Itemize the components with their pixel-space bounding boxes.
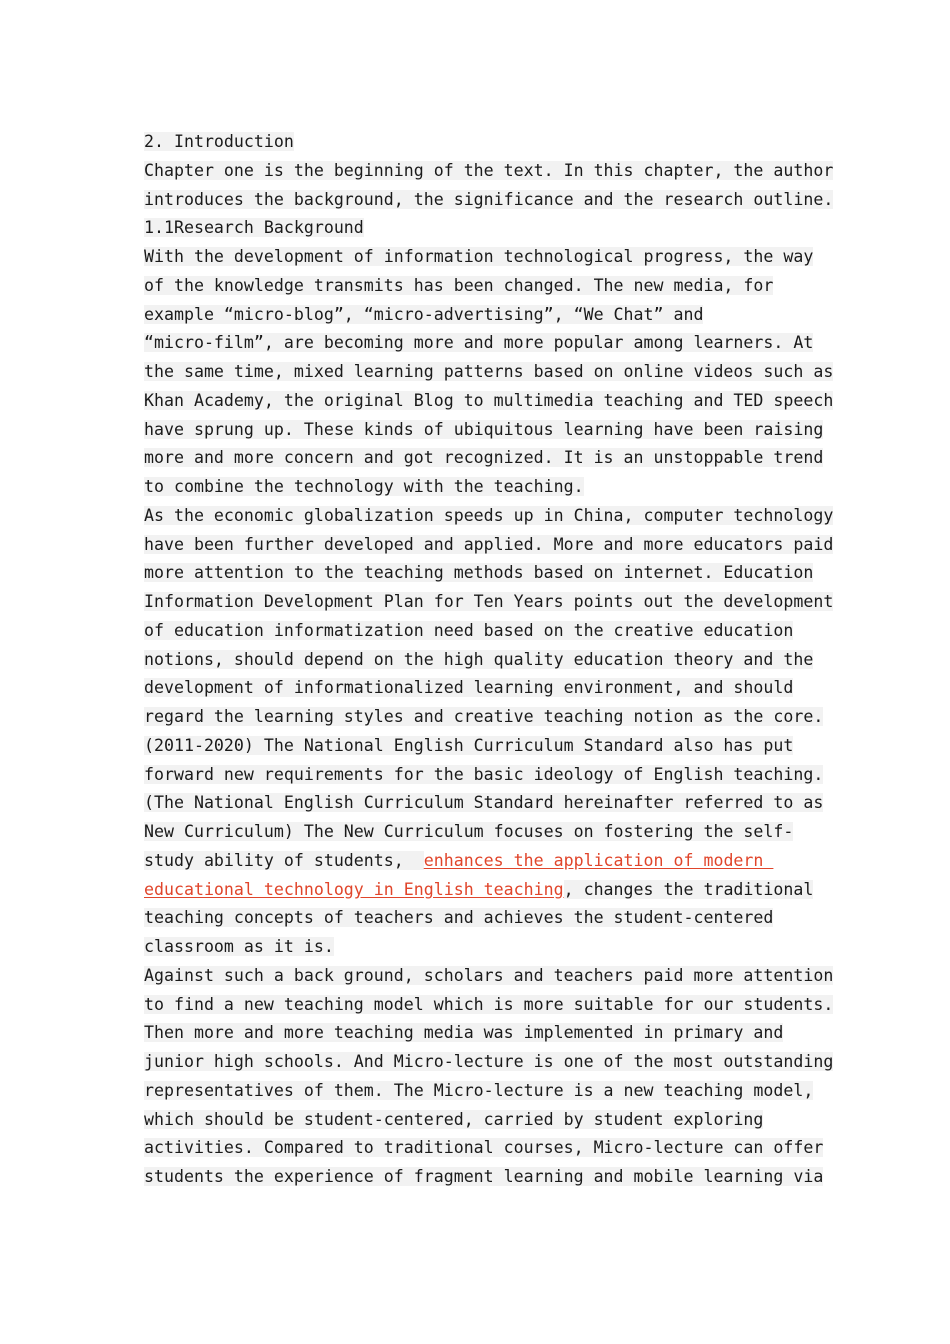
- subsection-heading: 1.1Research Background: [144, 218, 364, 238]
- paragraph-line: more and more concern and got recognized. It is an unstoppable trend: [144, 448, 824, 468]
- paragraph-line: junior high schools. And Micro-lecture is one of the most outstanding: [144, 1052, 834, 1071]
- paragraph-line: As the economic globalization speeds up in China, computer technology: [144, 505, 834, 525]
- document-body: [144, 128, 834, 1192]
- paragraph-line: study ability of students, enhances the application of modern: [144, 850, 774, 870]
- paragraph-line: have sprung up. These kinds of ubiquitous learning have been raising: [144, 419, 824, 439]
- paragraph-line: of education informatization need based on the creative education: [144, 620, 794, 640]
- highlighted-link-text[interactable]: enhances the application of modern: [423, 850, 774, 870]
- paragraph-line: which should be student-centered, carried by student exploring: [144, 1109, 764, 1129]
- paragraph-line: to combine the technology with the teaching.: [144, 477, 584, 496]
- paragraph-line: of the knowledge transmits has been changed. The new media, for: [144, 275, 774, 295]
- paragraph-line: classroom as it is.: [144, 937, 334, 956]
- paragraph-line: activities. Compared to traditional courses, Micro-lecture can offer: [144, 1138, 824, 1158]
- paragraph-line: have been further developed and applied. More and more educators paid: [144, 534, 834, 554]
- paragraph-line: notions, should depend on the high quality education theory and the: [144, 649, 814, 669]
- section-heading: 2. Introduction: [144, 132, 294, 151]
- paragraph-line: example “micro-blog”, “micro-advertising”, “We Chat” and: [144, 304, 704, 324]
- paragraph-line: “micro-film”, are becoming more and more popular among learners. At: [144, 333, 814, 353]
- paragraph-line: New Curriculum) The New Curriculum focuses on fostering the self-: [144, 822, 794, 841]
- paragraph-line: development of informationalized learning environment, and should: [144, 678, 794, 698]
- paragraph-line: (2011-2020) The National English Curriculum Standard also has put: [144, 735, 794, 755]
- paragraph-line: forward new requirements for the basic ideology of English teaching.: [144, 764, 824, 784]
- intro-line: introduces the background, the significance and the research outline.: [144, 189, 834, 209]
- paragraph-line: Khan Academy, the original Blog to multimedia teaching and TED speech: [144, 390, 834, 410]
- paragraph-line: regard the learning styles and creative teaching notion as the core.: [144, 707, 824, 726]
- paragraph-line: With the development of information technological progress, the way: [144, 247, 814, 266]
- paragraph-line: representatives of them. The Micro-lecture is a new teaching model,: [144, 1080, 814, 1100]
- highlighted-link-text[interactable]: educational technology in English teaching: [144, 879, 564, 899]
- paragraph-line: to find a new teaching model which is more suitable for our students.: [144, 994, 834, 1014]
- paragraph-line: teaching concepts of teachers and achieves the student-centered: [144, 908, 774, 928]
- paragraph-line: (The National English Curriculum Standard hereinafter referred to as: [144, 793, 824, 813]
- paragraph-line: Then more and more teaching media was implemented in primary and: [144, 1023, 784, 1043]
- paragraph-line: the same time, mixed learning patterns based on online videos such as: [144, 362, 834, 381]
- intro-line: Chapter one is the beginning of the text. In this chapter, the author: [144, 160, 834, 180]
- paragraph-line: more attention to the teaching methods based on internet. Education: [144, 563, 814, 583]
- paragraph-line: Against such a back ground, scholars and teachers paid more attention: [144, 965, 834, 985]
- paragraph-line: educational technology in English teaching, changes the traditional: [144, 879, 814, 899]
- paragraph-line: students the experience of fragment learning and mobile learning via: [144, 1167, 824, 1186]
- paragraph-line: Information Development Plan for Ten Years points out the development: [144, 592, 834, 611]
